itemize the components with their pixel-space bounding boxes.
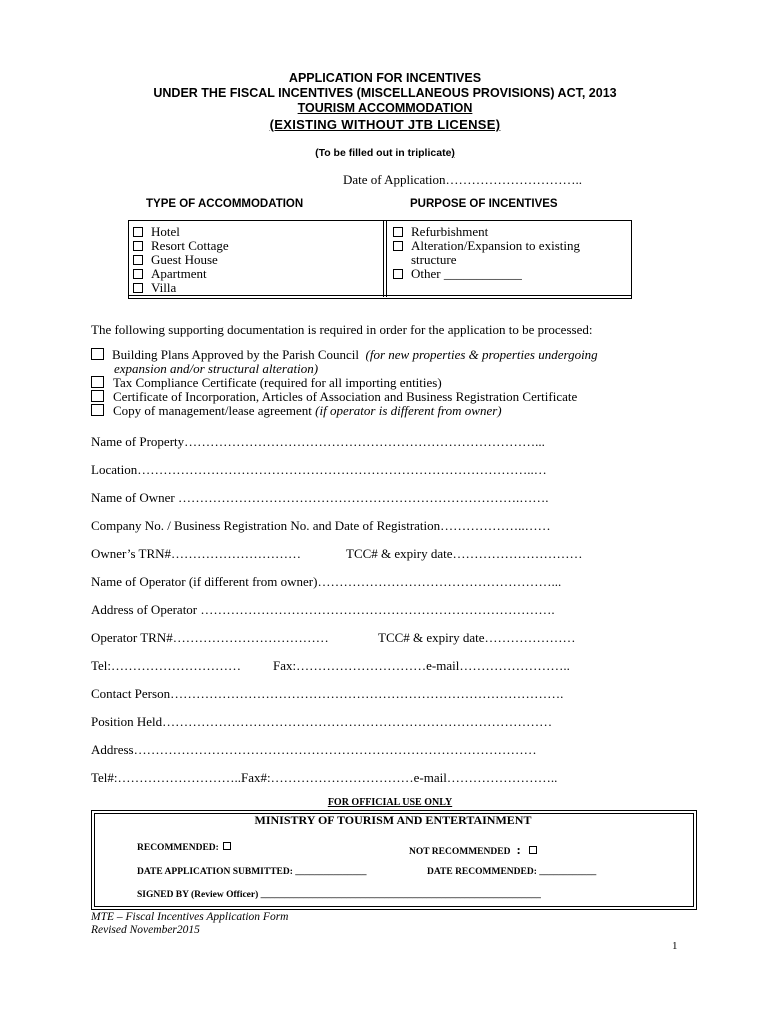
date-recommended-field[interactable]: DATE RECOMMENDED: ____________: [427, 867, 597, 877]
ministry-heading: MINISTRY OF TOURISM AND ENTERTAINMENT: [254, 813, 532, 827]
recommended-option[interactable]: [137, 842, 231, 853]
checkbox[interactable]: [91, 404, 104, 416]
checkbox[interactable]: [91, 376, 104, 388]
doc-building-plans[interactable]: [91, 348, 598, 362]
checkbox[interactable]: [393, 269, 403, 279]
doc-management-agreement[interactable]: [91, 404, 598, 418]
purpose-label: Other ____________: [411, 266, 522, 281]
tel-field[interactable]: Tel:…………………………: [91, 658, 242, 673]
type-label: Villa: [151, 280, 177, 295]
type-label: Guest House: [151, 252, 218, 267]
supporting-docs-intro: The following supporting documentation is required in order for the application to be processed:: [91, 322, 593, 337]
triplicate-note: [0, 147, 770, 159]
operator-tcc-field[interactable]: TCC# & expiry date…………………: [378, 630, 576, 645]
checkbox[interactable]: [91, 390, 104, 402]
checkbox[interactable]: [91, 348, 104, 360]
title-line-3: TOURISM ACCOMMODATION: [297, 101, 473, 115]
purpose-list: [393, 225, 580, 281]
footer-revision: Revised November2015: [91, 924, 200, 936]
triplicate-text: To be filled out in triplicate: [318, 147, 452, 159]
tel-fax-email-field[interactable]: Tel#:………………………..Fax#:……………………………e-mail……………………..: [91, 770, 558, 785]
owner-trn-field[interactable]: Owner’s TRN#…………………………: [91, 546, 302, 561]
purpose-label: structure: [411, 252, 457, 267]
triplicate-open-paren: (: [315, 147, 319, 159]
checkbox[interactable]: [133, 283, 143, 293]
purpose-option-alteration[interactable]: [393, 239, 580, 253]
type-option-resort-cottage[interactable]: [133, 239, 229, 253]
title-line-2: UNDER THE FISCAL INCENTIVES (MISCELLANEOUS PROVISIONS) ACT, 2013: [153, 86, 617, 100]
type-option-villa[interactable]: [133, 281, 229, 295]
official-use-heading: FOR OFFICIAL USE ONLY: [327, 797, 453, 808]
type-option-apartment[interactable]: [133, 267, 229, 281]
doc-note: expansion and/or structural alteration): [114, 361, 319, 376]
contact-person-field[interactable]: Contact Person……………………………………………………………………………….: [91, 686, 564, 701]
purpose-label: Alteration/Expansion to existing: [411, 238, 580, 253]
name-of-owner-field[interactable]: Name of Owner …………………………………………………………………….…….: [91, 490, 549, 505]
recommended-label: RECOMMENDED:: [137, 843, 219, 853]
date-submitted-field[interactable]: DATE APPLICATION SUBMITTED: _______________: [137, 867, 367, 877]
doc-note: (if operator is different from owner): [315, 403, 502, 418]
purpose-alteration-continuation: [393, 253, 580, 267]
doc-note: (for new properties & properties undergoing: [365, 347, 598, 362]
doc-label: Copy of management/lease agreement: [113, 403, 312, 418]
fax-email-field[interactable]: Fax:…………………………e-mail……………………..: [273, 658, 570, 673]
checkbox[interactable]: [133, 269, 143, 279]
recommended-checkbox[interactable]: [223, 842, 231, 850]
owner-tcc-field[interactable]: TCC# & expiry date…………………………: [346, 546, 583, 561]
title-line-1: APPLICATION FOR INCENTIVES: [288, 71, 482, 85]
triplicate-close-paren: ): [451, 147, 455, 159]
doc-label: Certificate of Incorporation, Articles of Association and Business Registration Certificate: [113, 389, 578, 404]
not-recommended-option[interactable]: [409, 842, 537, 858]
address-field[interactable]: Address…………………………………………………………………………………: [91, 742, 537, 757]
doc-tax-compliance[interactable]: [91, 376, 598, 390]
date-of-application-field[interactable]: Date of Application…………………………..: [343, 172, 583, 187]
doc-label: Tax Compliance Certificate (required for all importing entities): [113, 375, 442, 390]
checkbox[interactable]: [393, 241, 403, 251]
company-registration-field[interactable]: Company No. / Business Registration No. and Date of Registration………………..……: [91, 518, 551, 533]
doc-building-plans-continuation: [91, 362, 598, 376]
not-recommended-label: NOT RECOMMENDED: [409, 847, 511, 857]
not-recommended-checkbox[interactable]: [529, 846, 537, 854]
accommodation-type-list: [133, 225, 229, 295]
page-number: 1: [672, 940, 678, 952]
doc-label: Building Plans Approved by the Parish Council: [112, 347, 359, 362]
type-of-accommodation-heading: TYPE OF ACCOMMODATION: [146, 198, 304, 210]
location-field[interactable]: Location………………………………………………………………………………..…: [91, 462, 547, 477]
checkbox[interactable]: [133, 227, 143, 237]
accommodation-table-divider: [383, 220, 384, 297]
purpose-of-incentives-heading: PURPOSE OF INCENTIVES: [410, 198, 558, 210]
address-of-operator-field[interactable]: Address of Operator ……………………………………………………………………….: [91, 602, 555, 617]
signed-by-field[interactable]: SIGNED BY (Review Officer) ___________________________________________________________: [137, 890, 541, 900]
checkbox[interactable]: [393, 227, 403, 237]
title-line-4: (EXISTING WITHOUT JTB LICENSE): [269, 117, 501, 132]
doc-certificate-incorporation[interactable]: [91, 390, 598, 404]
supporting-docs-list: [91, 348, 598, 418]
accommodation-table-divider-2: [386, 220, 387, 297]
type-label: Apartment: [151, 266, 207, 281]
position-held-field[interactable]: Position Held………………………………………………………………………………: [91, 714, 553, 729]
checkbox[interactable]: [133, 241, 143, 251]
type-label: Resort Cottage: [151, 238, 229, 253]
type-label: Hotel: [151, 224, 180, 239]
purpose-option-refurbishment[interactable]: [393, 225, 580, 239]
checkbox[interactable]: [133, 255, 143, 265]
purpose-label: Refurbishment: [411, 224, 489, 239]
purpose-option-other[interactable]: [393, 267, 580, 281]
name-of-property-field[interactable]: Name of Property………………………………………………………………………...: [91, 434, 545, 449]
type-option-hotel[interactable]: [133, 225, 229, 239]
type-option-guest-house[interactable]: [133, 253, 229, 267]
not-recommended-colon: :: [516, 842, 521, 857]
footer-form-name: MTE – Fiscal Incentives Application Form: [91, 911, 289, 923]
operator-trn-field[interactable]: Operator TRN#………………………………: [91, 630, 329, 645]
name-of-operator-field[interactable]: Name of Operator (if different from owner)………………………………………………...: [91, 574, 562, 589]
